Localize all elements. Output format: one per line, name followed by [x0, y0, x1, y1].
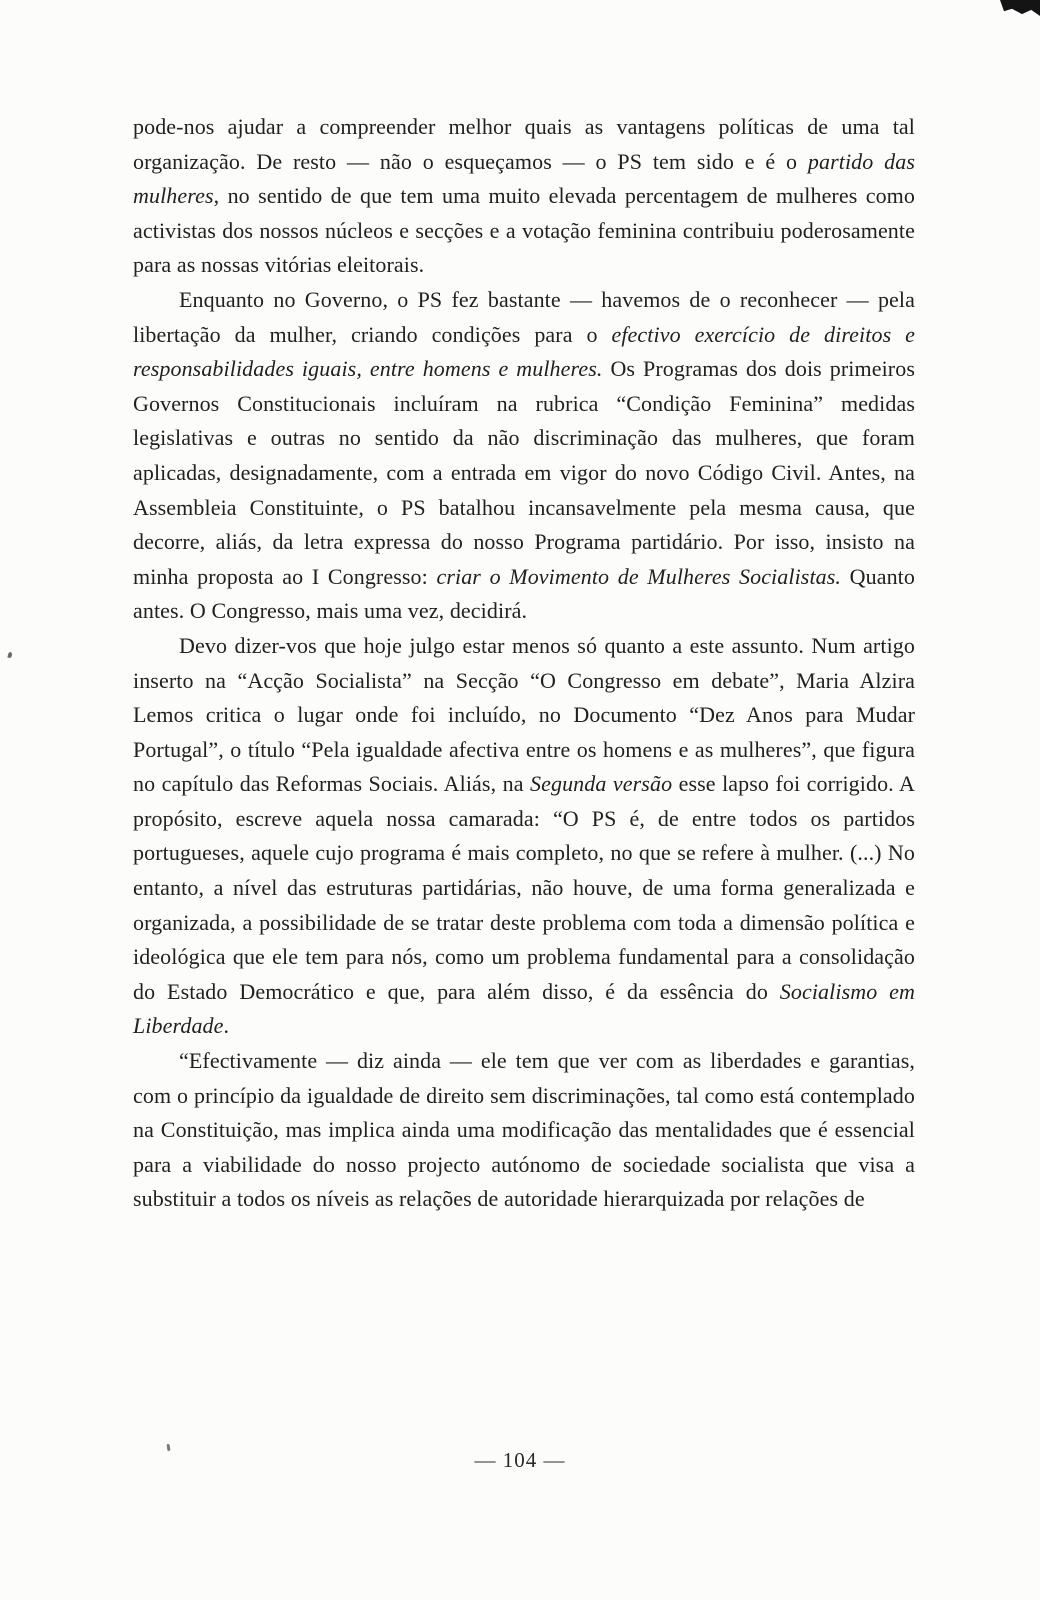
- scan-artifact-speck: [7, 652, 12, 659]
- text-block: [133, 110, 915, 1217]
- page-number: — 104 —: [474, 1448, 566, 1472]
- paragraph: [133, 110, 915, 283]
- text-run: Segunda versão: [530, 771, 673, 797]
- paragraph: [133, 283, 915, 629]
- text-run: Socialismo em Liberdade: [133, 978, 915, 1039]
- text-run: partido das mulheres: [133, 148, 915, 209]
- text-run: “Efectivamente — diz ainda — ele tem que ver com as liberdades e garantias, com o princípio da igualdade de direito sem discriminações, tal como está contemplado na Constituição, mas implica ainda uma modificação das mentalidades que é essencial para a viabilidade do nosso projecto autónomo de sociedade socialista que visa a substituir a todos os níveis as relações de autoridade hierarquizada por relações de: [133, 1048, 915, 1212]
- text-run: , no sentido de que tem uma muito elevada percentagem de mulheres como activistas dos nossos núcleos e secções e a votação feminina contribuiu poderosamente para as nossas vitórias eleitorais.: [133, 183, 915, 278]
- text-run: pode-nos ajudar a compreender melhor quais as vantagens políticas de uma tal organização. De resto — não o esqueçamos — o PS tem sido e é o: [133, 114, 915, 174]
- scan-artifact-corner: [1000, 0, 1040, 16]
- paragraph: [133, 629, 915, 1044]
- paragraph: [133, 1044, 915, 1217]
- text-run: esse lapso foi corrigido. A propósito, escreve aquela nossa camarada: “O PS é, de entre todos os partidos portugueses, aquele cujo programa é mais completo, no que se refere à mulher. (...) No entanto, a nível das estruturas partidárias, não houve, de uma forma generalizada e organizada, a possibilidade de se tratar deste problema com toda a dimensão política e ideológica que ele tem para nós, como um problema fundamental para a consolidação do Estado Democrático e que, para além disso, é da essência do: [133, 771, 915, 1004]
- text-run: Os Programas dos dois primeiros Governos Constitucionais incluíram na rubrica “Condição Feminina” medidas legislativas e outras no sentido da não discriminação das mulheres, que foram aplicadas, designadamente, com a entrada em vigor do novo Código Civil. Antes, na Assembleia Constituinte, o PS batalhou incansavelmente pela mesma causa, que decorre, aliás, da letra expressa do nosso Programa partidário. Por isso, insisto na minha proposta ao I Congresso:: [133, 356, 915, 589]
- text-run: Enquanto no Governo, o PS fez bastante — havemos de o reconhecer — pela libertação da mulher, criando condições para o: [133, 286, 915, 347]
- text-run: Quanto antes. O Congresso, mais uma vez, decidirá.: [133, 563, 915, 624]
- text-run: Devo dizer-vos que hoje julgo estar menos só quanto a este assunto. Num artigo inserto na “Acção Socialista” na Secção “O Congresso em debate”, Maria Alzira Lemos critica o lugar onde foi incluído, no Documento “Dez Anos para Mudar Portugal”, o título “Pela igualdade afectiva entre os homens e as mulheres”, que figura no capítulo das Reformas Sociais. Aliás, na: [133, 632, 915, 797]
- text-run: criar o Movimento de Mulheres Socialistas.: [436, 563, 842, 589]
- text-run: .: [223, 1013, 230, 1039]
- text-run: efectivo exercício de direitos e responsabilidades iguais, entre homens e mulheres.: [133, 321, 915, 382]
